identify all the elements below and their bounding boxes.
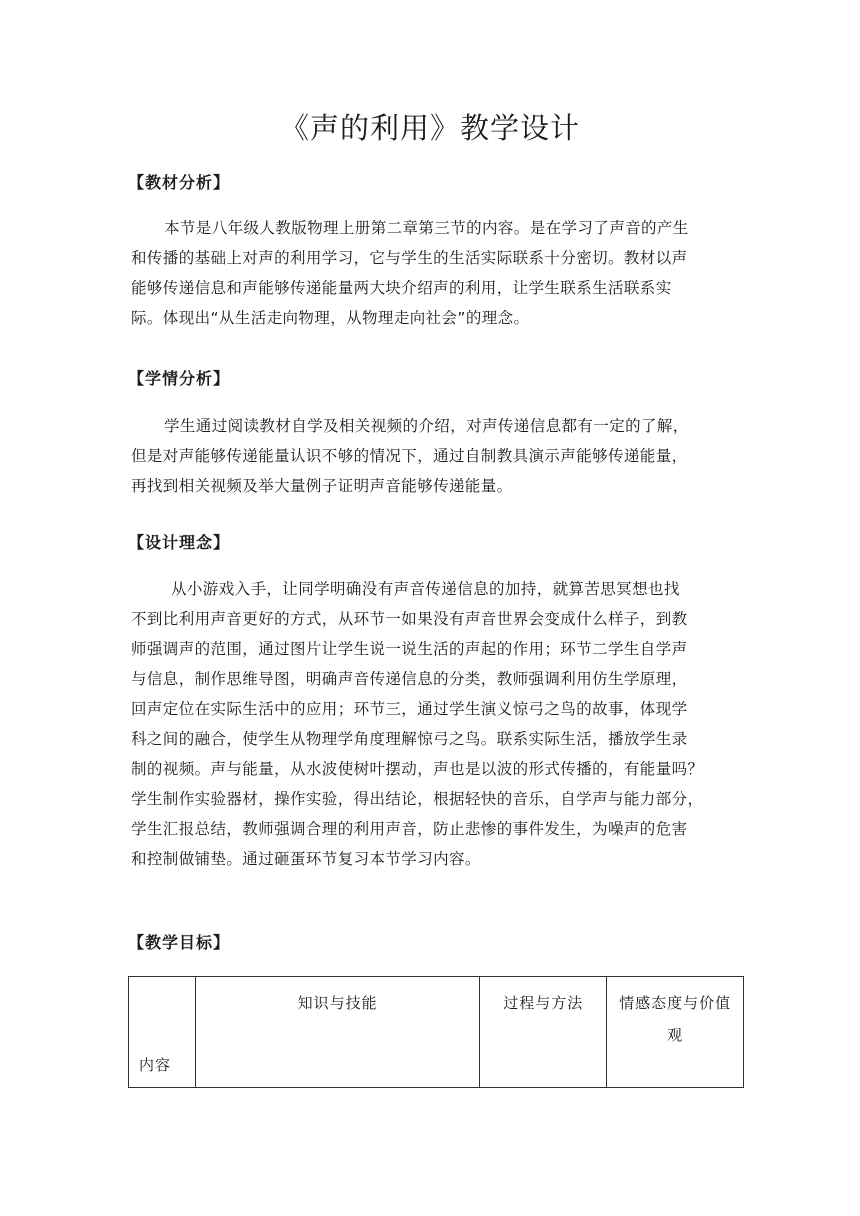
paragraph-line: 和控制做铺垫。通过砸蛋环节复习本节学习内容。 xyxy=(131,850,481,868)
table-header-emotion xyxy=(607,977,744,1088)
paragraph-materials-analysis xyxy=(131,213,731,333)
paragraph-line: 与信息，制作思维导图，明确声音传递信息的分类，教师强调利用仿生学原理， xyxy=(131,670,688,688)
paragraph-line: 从小游戏入手，让同学明确没有声音传递信息的加持，就算苦思冥想也找 xyxy=(171,580,680,598)
paragraph-line: 科之间的融合，使学生从物理学角度理解惊弓之鸟。联系实际生活，播放学生录 xyxy=(131,730,688,748)
paragraph-line: 学生通过阅读教材自学及相关视频的介绍，对声传递信息都有一定的了解， xyxy=(164,417,689,435)
header-emotion-line1: 情感态度与价值 xyxy=(619,994,732,1012)
row-label-content: 内容 xyxy=(139,1056,172,1074)
teaching-goals-table xyxy=(128,976,744,1088)
paragraph-line: 能够传递信息和声能够传递能量两大块介绍声的利用，让学生联系生活联系实 xyxy=(131,279,672,297)
paragraph-student-analysis xyxy=(131,411,731,501)
header-process-label: 过程与方法 xyxy=(503,994,584,1012)
heading-student-analysis: 【学情分析】 xyxy=(128,369,231,388)
table-cell-row-label xyxy=(129,977,196,1088)
paragraph-line: 际。体现出“从生活走向物理，从物理走向社会”的理念。 xyxy=(131,309,530,327)
heading-teaching-goals: 【教学目标】 xyxy=(128,933,231,952)
header-emotion-line2: 观 xyxy=(667,1026,684,1044)
paragraph-design-concept xyxy=(131,574,731,874)
paragraph-line: 师强调声的范围，通过图片让学生说一说生活的声起的作用；环节二学生自学声 xyxy=(131,640,688,658)
paragraph-line: 制的视频。声与能量，从水波使树叶摆动，声也是以波的形式传播的，有能量吗？ xyxy=(131,760,704,778)
paragraph-line: 不到比利用声音更好的方式，从环节一如果没有声音世界会变成什么样子，到教 xyxy=(131,610,688,628)
paragraph-line: 本节是八年级人教版物理上册第二章第三节的内容。是在学习了声音的产生 xyxy=(164,219,689,237)
header-emotion-label xyxy=(607,977,743,1051)
heading-design-concept: 【设计理念】 xyxy=(128,533,231,552)
paragraph-line: 学生制作实验器材，操作实验，得出结论，根据轻快的音乐，自学声与能力部分， xyxy=(131,790,704,808)
document-title: 《声的利用》教学设计 xyxy=(279,111,580,145)
table-row xyxy=(129,977,744,1088)
paragraph-line: 再找到相关视频及举大量例子证明声音能够传递能量。 xyxy=(131,477,513,495)
paragraph-line: 但是对声能够传递能量认识不够的情况下，通过自制教具演示声能够传递能量， xyxy=(131,447,688,465)
table-header-knowledge xyxy=(195,977,480,1088)
table-header-process xyxy=(480,977,607,1088)
paragraph-line: 学生汇报总结，教师强调合理的利用声音，防止悲惨的事件发生，为噪声的危害 xyxy=(131,820,688,838)
header-knowledge-label: 知识与技能 xyxy=(297,994,378,1012)
paragraph-line: 回声定位在实际生活中的应用；环节三，通过学生演义惊弓之鸟的故事，体现学 xyxy=(131,700,688,718)
heading-materials-analysis: 【教材分析】 xyxy=(128,173,231,192)
paragraph-line: 和传播的基础上对声的利用学习，它与学生的生活实际联系十分密切。教材以声 xyxy=(131,249,688,267)
